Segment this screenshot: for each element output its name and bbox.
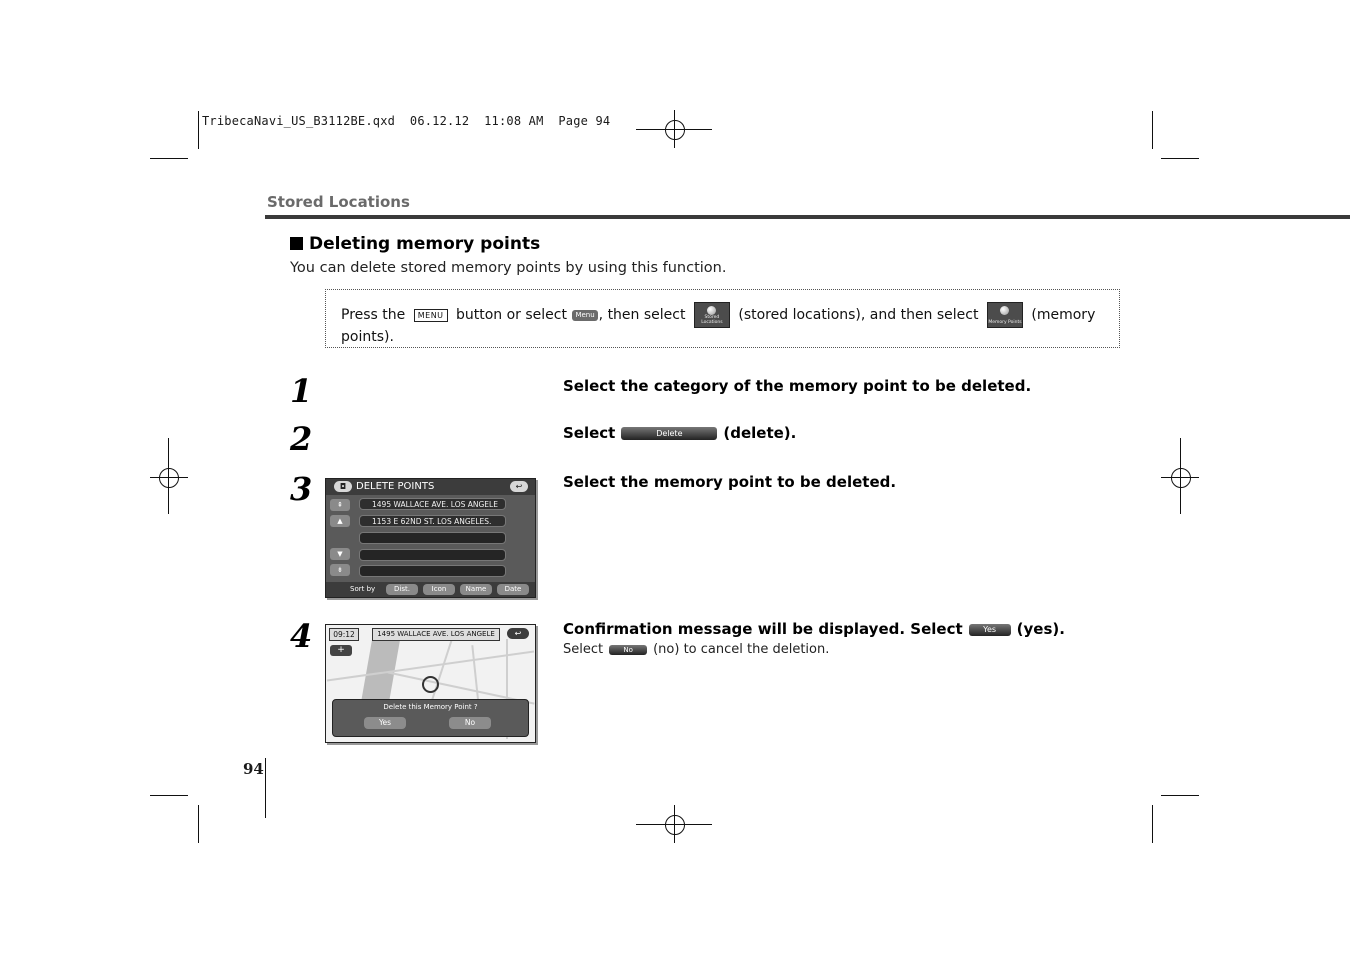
crop-mark (1152, 805, 1153, 843)
intro-text: You can delete stored memory points by using this function. (290, 260, 727, 276)
confirmation-screenshot (325, 624, 536, 743)
memory-point-row: 1495 WALLACE AVE. LOS ANGELE (359, 498, 506, 510)
confirm-dialog (332, 699, 529, 737)
memory-point-marker-icon (422, 676, 439, 693)
sort-name-button: Name (460, 584, 492, 595)
memory-point-row: 1153 E 62ND ST. LOS ANGELES. (359, 515, 506, 527)
sort-label: Sort by (350, 585, 376, 593)
crop-mark (1152, 111, 1153, 149)
step-number: 4 (290, 617, 313, 655)
registration-mark (1171, 468, 1191, 488)
step-subtext: Select No (no) to cancel the deletion. (563, 642, 830, 657)
crop-mark (1161, 158, 1199, 159)
yes-button: Yes (364, 717, 406, 729)
map-zoom-icon: + (330, 645, 352, 656)
header-rule (265, 215, 1350, 219)
back-icon: ↩ (510, 481, 528, 492)
section-title: Stored Locations (267, 193, 410, 211)
menu-button-icon: Menu (572, 310, 597, 321)
crop-mark (198, 111, 199, 149)
step-number: 1 (290, 372, 313, 410)
step-number: 3 (290, 470, 313, 508)
page-number: 94 (243, 760, 264, 778)
back-icon: ↩ (507, 628, 529, 639)
instruction-text: Press the MENU button or select Menu , then select Stored Locations (stored locations), and then select Memory Points (memory points). (341, 302, 1101, 347)
memory-points-icon: Memory Points (987, 302, 1023, 328)
step-text: Select the memory point to be deleted. (563, 473, 897, 491)
page-down-icon: ⇟ (330, 564, 350, 576)
menu-key-icon: MENU (414, 309, 448, 322)
registration-mark (665, 815, 685, 835)
confirm-message: Delete this Memory Point ? (383, 703, 478, 711)
registration-mark (159, 468, 179, 488)
stored-locations-icon: Stored Locations (694, 302, 730, 328)
clock-display: 09:12 (329, 628, 359, 641)
sort-date-button: Date (497, 584, 529, 595)
empty-row (359, 549, 506, 561)
page-number-rule (265, 758, 266, 818)
no-button: No (449, 717, 491, 729)
registration-mark (665, 120, 685, 140)
crop-mark (1161, 795, 1199, 796)
sort-icon-button: Icon (423, 584, 455, 595)
delete-points-screenshot (325, 478, 536, 598)
scroll-down-icon: ▼ (330, 548, 350, 560)
empty-row (359, 532, 506, 544)
empty-row (359, 565, 506, 577)
scroll-up-icon: ▲ (330, 515, 350, 527)
no-button-icon: No (609, 645, 647, 655)
yes-button-icon: Yes (969, 624, 1011, 636)
crop-mark (150, 158, 188, 159)
section-heading: Deleting memory points (290, 234, 540, 254)
page-up-icon: ⇞ (330, 499, 350, 511)
screen-title: DELETE POINTS (356, 481, 435, 492)
file-slug: TribecaNavi_US_B3112BE.qxd 06.12.12 11:08 AM Page 94 (202, 114, 611, 128)
screen-titlebar (326, 479, 535, 495)
delete-button-icon: Delete (621, 427, 717, 440)
sort-bar (326, 582, 535, 597)
sort-distance-button: Dist. (386, 584, 418, 595)
square-bullet-icon (290, 237, 303, 250)
crop-mark (198, 805, 199, 843)
step-text: Select Delete (delete). (563, 424, 797, 442)
street-name-display: 1495 WALLACE AVE. LOS ANGELE (372, 628, 500, 641)
step-text: Confirmation message will be displayed. Select Yes (yes). (563, 620, 1065, 638)
step-number: 2 (290, 420, 313, 458)
info-icon: ◘ (334, 481, 352, 492)
crop-mark (150, 795, 188, 796)
step-text: Select the category of the memory point to be deleted. (563, 377, 1032, 395)
